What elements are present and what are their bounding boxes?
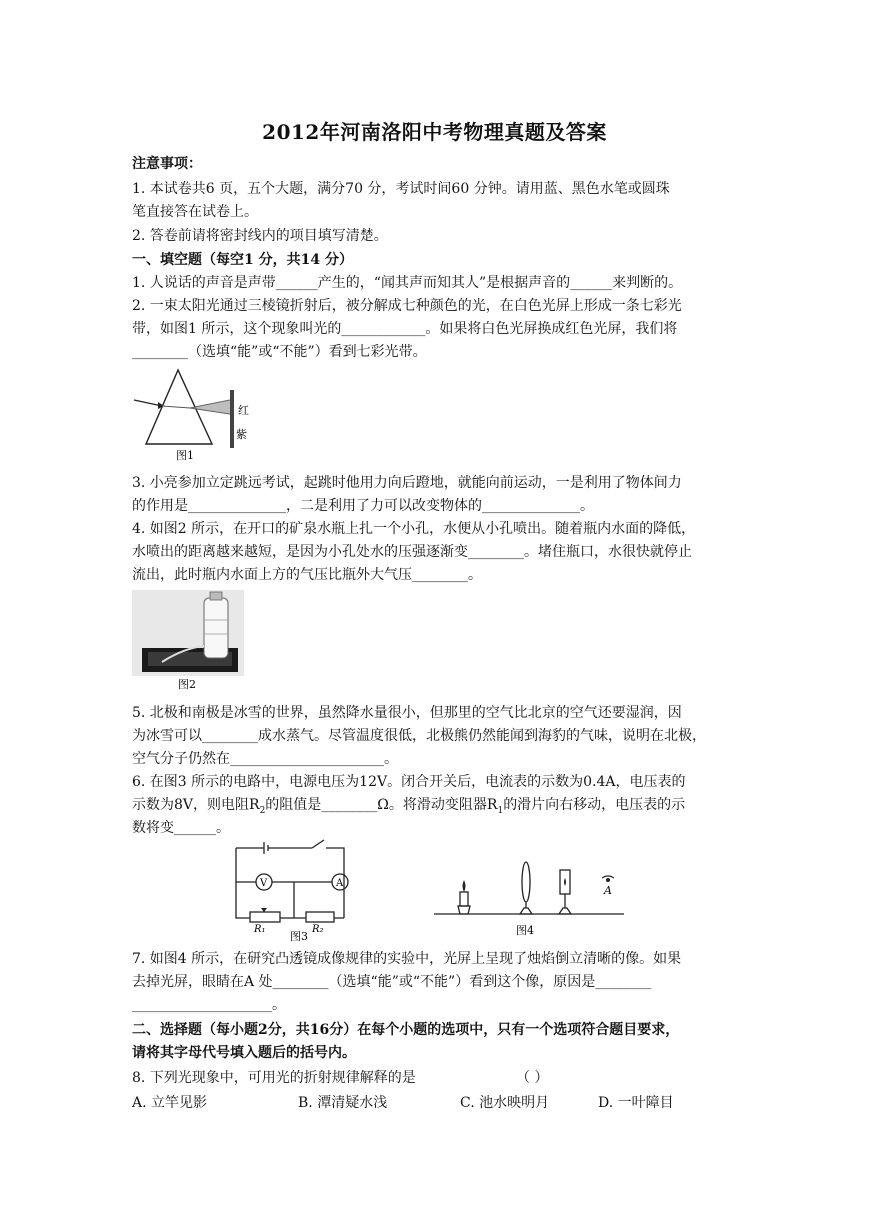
question-1: 1. 人说话的声音是声带______产生的，“闻其声而知其人”是根据声音的______来判断的。 — [132, 275, 683, 291]
fig1-caption: 图1 — [176, 449, 194, 462]
question-8-option-a: A. 立竿见影 — [132, 1095, 208, 1111]
section-2-heading-a: 二、选择题（每小题2分，共16分）在每个小题的选项中，只有一个选项符合题目要求， — [132, 1022, 680, 1038]
question-2-line-a: 2. 一束太阳光通过三棱镜折射后，被分解成七种颜色的光，在白色光屏上形成一条七彩光 — [132, 298, 682, 314]
fig3-r1-label: R₁ — [254, 924, 266, 935]
question-5-line-b: 为冰雪可以________成水蒸气。尽管温度很低，北极熊仍然能闻到海豹的气味，说明在北极， — [132, 728, 706, 744]
notice-line-2: 2. 答卷前请将密封线内的项目填写清楚。 — [132, 228, 388, 244]
fig3-voltmeter-label: V — [260, 878, 268, 889]
question-4-line-b: 水喷出的距离越来越短，是因为小孔处水的压强逐渐变________。堵住瓶口，水很快就停止 — [132, 544, 692, 560]
notice-heading: 注意事项： — [132, 156, 202, 172]
fig3-caption: 图3 — [290, 930, 308, 942]
notice-line-1-cont: 笔直接答在试卷上。 — [132, 204, 258, 220]
section-1-heading: 一、填空题（每空1 分，共14 分） — [132, 252, 353, 268]
fig4-caption: 图4 — [516, 924, 534, 937]
question-5-line-a: 5. 北极和南极是冰雪的世界，虽然降水量很小，但那里的空气比北京的空气还要湿润，因 — [132, 705, 682, 721]
question-8-option-b: B. 潭清疑水浅 — [298, 1095, 388, 1111]
question-4-line-a: 4. 如图2 所示，在开口的矿泉水瓶上扎一个小孔，水便从小孔喷出。随着瓶内水面的降低， — [132, 521, 696, 537]
fig3-r2-label: R₂ — [312, 924, 324, 935]
question-8-stem: 8. 下列光现象中，可用光的折射规律解释的是 — [132, 1070, 416, 1086]
figure-1-prism — [132, 362, 256, 462]
fig1-label-red: 红 — [238, 404, 249, 417]
fig2-caption: 图2 — [178, 678, 196, 691]
fig4-eye-label: A — [604, 884, 612, 897]
section-2-heading-b: 请将其字母代号填入题后的括号内。 — [132, 1045, 356, 1061]
fig1-label-purple: 紫 — [236, 428, 247, 441]
figure-2-bottle — [132, 590, 244, 692]
question-2-line-c: ________（选填“能”或“不能”）看到七彩光带。 — [132, 344, 427, 360]
question-4-line-c: 流出，此时瓶内水面上方的气压比瓶外大气压________。 — [132, 567, 482, 583]
question-5-line-c: 空气分子仍然在______________________。 — [132, 751, 398, 767]
notice-line-1: 1. 本试卷共6 页，五个大题，满分70 分，考试时间60 分钟。请用蓝、黑色水笔或圆珠 — [132, 181, 670, 197]
question-8-option-d: D. 一叶障目 — [598, 1095, 674, 1111]
fig3-ammeter-label: A — [336, 878, 344, 889]
question-6-line-c: 数将变______。 — [132, 820, 230, 836]
question-7-line-c: ____________________。 — [132, 997, 286, 1013]
question-7-line-b: 去掉光屏，眼睛在A 处________（选填“能”或“不能”）看到这个像，原因是________ — [132, 974, 652, 990]
question-6-line-a: 6. 在图3 所示的电路中，电源电压为12V。闭合开关后，电流表的示数为0.4A，电压表的 — [132, 774, 686, 790]
question-7-line-a: 7. 如图4 所示，在研究凸透镜成像规律的实验中，光屏上呈现了烛焰倒立清晰的像。如果 — [132, 951, 682, 967]
figure-4-lens-setup — [434, 856, 624, 940]
question-3-line-a: 3. 小亮参加立定跳远考试，起跳时他用力向后蹬地，就能向前运动，一是利用了物体间力 — [132, 475, 682, 491]
question-6-line-b: 示数为8V，则电阻$R_2$的阻值是________Ω。将滑动变阻器$R_1$的滑片向右移动，电压表的示 — [132, 797, 686, 816]
figure-3-circuit — [228, 838, 352, 942]
question-2-line-b: 带，如图1 所示，这个现象叫光的____________。如果将白色光屏换成红色光屏，我们将 — [132, 321, 678, 337]
question-3-line-b: 的作用是______________，二是利用了力可以改变物体的______________。 — [132, 498, 594, 514]
question-8-answer-bracket: （ ） — [516, 1070, 549, 1086]
question-8-option-c: C. 池水映明月 — [460, 1095, 550, 1111]
page-title: 2012年河南洛阳中考物理真题及答案 — [262, 120, 607, 144]
